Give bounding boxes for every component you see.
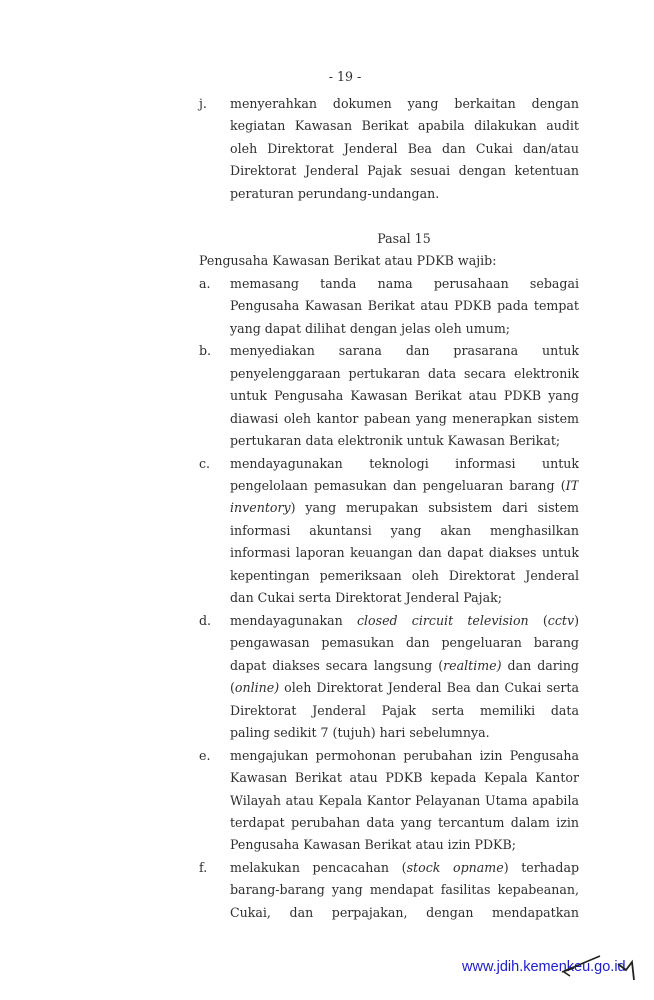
text-line	[230, 834, 579, 856]
text-line	[230, 160, 579, 182]
text-line	[230, 183, 579, 205]
list-item-label: f.	[199, 859, 208, 875]
text-segment: yang dapat dilihat dengan jelas oleh umum;	[230, 320, 511, 336]
text-line	[230, 677, 579, 699]
text-segment: oleh Direktorat Jenderal Bea dan Cukai dan/atau	[230, 140, 579, 156]
list-item-c	[199, 453, 579, 610]
italic-term: closed circuit television	[356, 612, 529, 628]
text-line	[230, 812, 579, 834]
text-line	[230, 408, 579, 430]
italic-term: realtime)	[443, 657, 502, 673]
text-segment: pengelolaan pemasukan dan pengeluaran barang (	[230, 477, 566, 493]
italic-term: inventory	[230, 500, 291, 516]
text-segment: informasi akuntansi yang akan menghasilkan	[230, 522, 579, 538]
text-segment: dapat diakses secara langsung (	[230, 657, 444, 673]
text-line	[230, 273, 579, 295]
text-line	[230, 340, 579, 362]
text-segment: oleh Direktorat Jenderal Bea dan Cukai serta	[279, 680, 579, 696]
text-segment: memasang tanda nama perusahaan sebagai	[230, 275, 579, 291]
list-item-label: e.	[199, 747, 211, 763]
text-line	[230, 430, 579, 452]
italic-term: cctv	[547, 612, 575, 628]
text-line	[230, 700, 579, 722]
text-segment: pertukaran data elektronik untuk Kawasan Berikat;	[230, 433, 561, 449]
text-segment: mengajukan permohonan perubahan izin Pengusaha	[230, 747, 579, 763]
text-segment: penyelenggaraan pertukaran data secara elektronik	[230, 365, 579, 381]
text-line	[230, 587, 579, 609]
text-segment: mendayagunakan	[230, 612, 357, 628]
text-line	[230, 857, 579, 879]
list-item-b	[199, 340, 579, 452]
text-segment: ) terhadap	[503, 859, 579, 875]
text-segment: peraturan perundang-undangan.	[230, 185, 440, 201]
page-number: - 19 -	[328, 69, 362, 84]
text-segment: mendayagunakan teknologi informasi untuk	[230, 455, 579, 471]
text-line	[230, 767, 579, 789]
text-segment: kepentingan pemeriksaan oleh Direktorat Jenderal	[230, 567, 579, 583]
article-intro: Pengusaha Kawasan Berikat atau PDKB wajib:	[199, 253, 497, 269]
text-segment: melakukan pencacahan (	[230, 859, 407, 875]
text-segment: diawasi oleh kantor pabean yang menerapkan sistem	[230, 410, 579, 426]
text-line	[230, 138, 579, 160]
list-item-label: b.	[199, 343, 212, 359]
text-line	[230, 475, 579, 497]
text-segment: informasi laporan keuangan dan dapat diakses untuk	[230, 545, 579, 561]
text-line	[230, 790, 579, 812]
text-line	[230, 453, 579, 475]
text-line	[230, 520, 579, 542]
text-segment: untuk Pengusaha Kawasan Berikat atau PDKB yang	[230, 388, 579, 404]
text-segment: Direktorat Jenderal Pajak sesuai dengan ketentuan	[230, 163, 579, 179]
document-body	[199, 93, 579, 924]
article-title: Pasal 15	[377, 230, 431, 246]
list-item-j	[199, 93, 579, 205]
text-segment: paling sedikit 7 (tujuh) hari sebelumnya.	[230, 725, 490, 741]
text-segment: ) yang merupakan subsistem dari sistem	[290, 500, 579, 516]
text-line	[230, 93, 579, 115]
list-item-a	[199, 273, 579, 340]
text-line	[230, 318, 579, 340]
obligation-list	[199, 273, 579, 925]
text-segment: Wilayah atau Kepala Kantor Pelayanan Utama apabila	[230, 792, 579, 808]
list-item-label: a.	[199, 275, 211, 291]
italic-term: online)	[234, 680, 280, 696]
list-item-label: j.	[199, 96, 207, 111]
text-line	[230, 565, 579, 587]
italic-term: IT	[565, 477, 579, 493]
text-line	[230, 879, 579, 901]
text-line	[230, 632, 579, 654]
text-segment: Cukai, dan perpajakan, dengan mendapatkan	[230, 904, 579, 920]
list-item-d	[199, 610, 579, 745]
text-line	[230, 385, 579, 407]
text-line	[230, 722, 579, 744]
text-segment: menyediakan sarana dan prasarana untuk	[230, 343, 579, 359]
text-segment: dan daring	[501, 657, 579, 673]
text-line	[230, 745, 579, 767]
list-item-f	[199, 857, 579, 924]
text-segment: Pengusaha Kawasan Berikat atau izin PDKB;	[230, 837, 516, 853]
text-segment: kegiatan Kawasan Berikat apabila dilakukan audit	[230, 118, 579, 134]
text-segment: (	[230, 680, 235, 696]
list-item-e	[199, 745, 579, 857]
text-line	[230, 497, 579, 519]
list-item-label: d.	[199, 612, 212, 628]
watermark-link[interactable]: www.jdih.kemenkeu.go.id	[462, 959, 626, 975]
text-segment: pengawasan pemasukan dan pengeluaran barang	[230, 635, 579, 651]
text-line	[230, 902, 579, 924]
text-line	[230, 363, 579, 385]
list-item-label: c.	[199, 455, 211, 471]
text-segment: dan Cukai serta Direktorat Jenderal Pajak;	[230, 590, 502, 606]
text-segment: barang-barang yang mendapat fasilitas kepabeanan,	[230, 882, 579, 898]
text-line	[230, 610, 579, 632]
text-line	[230, 542, 579, 564]
text-line	[230, 655, 579, 677]
italic-term: stock opname	[406, 859, 504, 875]
text-segment: Pengusaha Kawasan Berikat atau PDKB pada tempat	[230, 298, 579, 314]
text-line	[230, 295, 579, 317]
text-segment: Direktorat Jenderal Pajak serta memiliki data	[230, 702, 579, 718]
text-segment: (	[528, 612, 548, 628]
text-segment: terdapat perubahan data yang tercantum dalam izin	[230, 815, 579, 830]
text-segment: Kawasan Berikat atau PDKB kepada Kepala Kantor	[230, 770, 579, 786]
spacer	[199, 205, 579, 227]
text-segment: )	[574, 612, 579, 628]
text-segment: menyerahkan dokumen yang berkaitan dengan	[230, 96, 579, 111]
text-line	[230, 115, 579, 137]
signature-initial-icon	[560, 950, 650, 990]
